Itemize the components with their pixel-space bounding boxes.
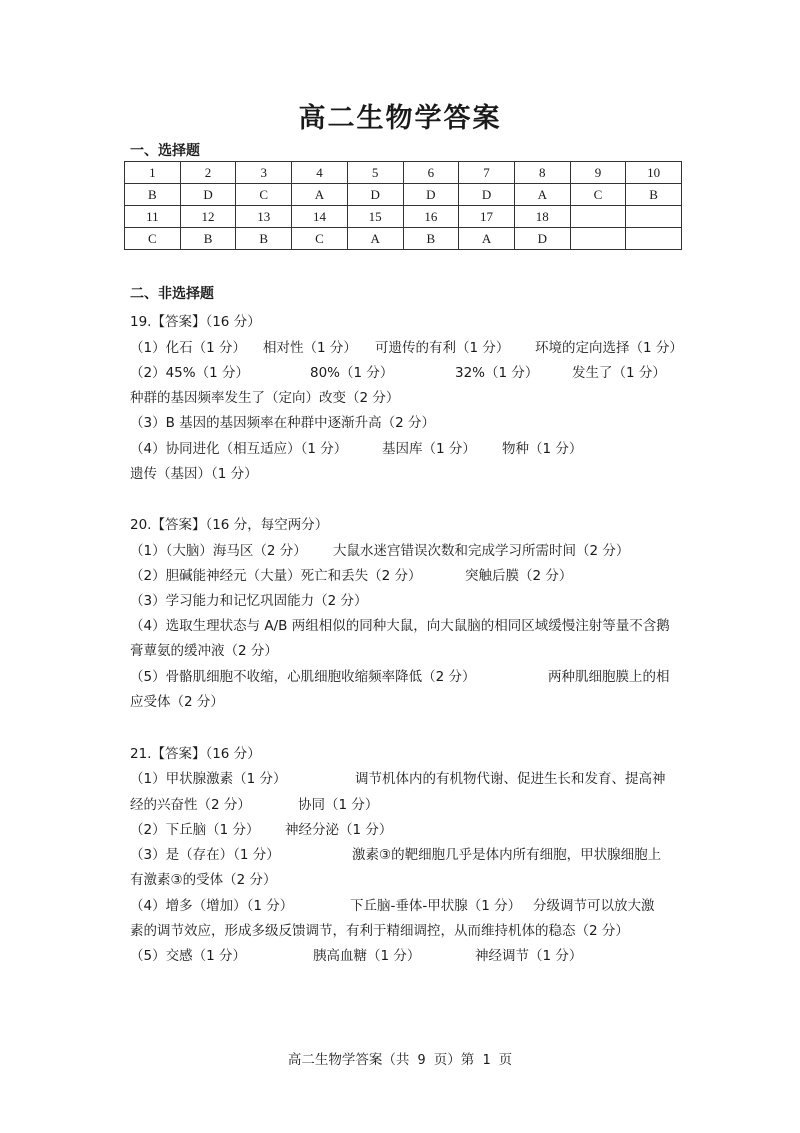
q19-answer: （4）协同进化（相互适应）（1 分）	[130, 441, 348, 457]
answer-cell: C	[125, 228, 181, 250]
q21-answer: 调节机体内的有机物代谢、促进生长和发育、提高神	[355, 771, 666, 787]
question-number-cell: 10	[626, 162, 682, 184]
q20-answer: （2）胆碱能神经元（大量）死亡和丢失（2 分）	[130, 568, 422, 584]
q21-answer: （1）甲状腺激素（1 分）	[130, 771, 287, 787]
q21-answer: 神经调节（1 分）	[475, 948, 583, 964]
answer-cell: D	[180, 184, 236, 206]
table-row	[125, 184, 682, 206]
question-number-cell: 3	[236, 162, 292, 184]
q19-answer: 物种（1 分）	[502, 441, 583, 457]
question-number-cell: 2	[180, 162, 236, 184]
q21-answer: （4）增多（增加）（1 分）	[130, 898, 294, 914]
q21-answer: （3）是（存在）（1 分）	[130, 847, 280, 863]
q19-answer: 环境的定向选择（1 分）	[535, 340, 683, 356]
q19-answer: 发生了（1 分）	[572, 365, 666, 381]
q21-answer: 分级调节可以放大激	[533, 898, 655, 914]
question-number-cell: 7	[459, 162, 515, 184]
question-number-cell: 9	[570, 162, 626, 184]
q21-answer: 经的兴奋性（2 分）	[130, 797, 251, 813]
question-19-heading: 19.【答案】（16 分）	[130, 314, 261, 330]
question-number-cell: 17	[459, 206, 515, 228]
q21-answer: 下丘脑-垂体-甲状腺（1 分）	[350, 898, 522, 914]
q20-line-5: 膏蕈氨的缓冲液（2 分）	[130, 643, 278, 659]
question-number-cell: 18	[514, 206, 570, 228]
q21-line-7: 素的调节效应，形成多级反馈调节，有利于精细调控，从而维持机体的稳态（2 分）	[130, 923, 629, 939]
answer-cell: B	[125, 184, 181, 206]
question-20-heading: 20.【答案】（16 分，每空两分）	[130, 517, 329, 533]
question-number-cell	[570, 206, 626, 228]
q21-line-5: 有激素③的受体（2 分）	[130, 872, 277, 888]
question-number-cell: 6	[403, 162, 459, 184]
answer-cell: A	[459, 228, 515, 250]
table-row	[125, 228, 682, 250]
q21-answer: （5）交感（1 分）	[130, 948, 246, 964]
q19-answer: （2）45%（1 分）	[130, 365, 249, 381]
answer-cell: D	[514, 228, 570, 250]
question-number-cell: 4	[292, 162, 348, 184]
q19-line-4: （3）B 基因的基因频率在种群中逐渐升高（2 分）	[130, 415, 436, 431]
choice-answer-table	[124, 161, 682, 250]
question-number-cell	[626, 206, 682, 228]
q20-answer: （5）骨骼肌细胞不收缩，心肌细胞收缩频率降低（2 分）	[130, 669, 476, 685]
section-heading-nonchoice: 二、非选择题	[130, 286, 214, 302]
question-21-heading: 21.【答案】（16 分）	[130, 746, 261, 762]
answer-cell: A	[514, 184, 570, 206]
q19-answer: 32%（1 分）	[455, 365, 539, 381]
answer-cell: C	[292, 228, 348, 250]
q20-answer: （1）（大脑）海马区（2 分）	[130, 543, 307, 559]
answer-cell: B	[626, 184, 682, 206]
answer-cell: B	[180, 228, 236, 250]
q21-answer: 协同（1 分）	[298, 797, 379, 813]
q20-line-7: 应受体（2 分）	[130, 694, 224, 710]
answer-cell: B	[236, 228, 292, 250]
q21-answer: 激素③的靶细胞几乎是体内所有细胞，甲状腺细胞上	[352, 847, 662, 863]
answer-cell: D	[403, 184, 459, 206]
answer-cell: D	[459, 184, 515, 206]
question-number-cell: 15	[347, 206, 403, 228]
q19-line-3: 种群的基因频率发生了（定向）改变（2 分）	[130, 390, 400, 406]
answer-cell	[626, 228, 682, 250]
question-number-cell: 14	[292, 206, 348, 228]
question-number-cell: 12	[180, 206, 236, 228]
q19-answer: 可遗传的有利（1 分）	[375, 340, 510, 356]
page-footer: 高二生物学答案（共 9 页）第 1 页	[287, 1052, 513, 1068]
q19-answer: （1）化石（1 分）	[130, 340, 246, 356]
q19-answer: 相对性（1 分）	[263, 340, 357, 356]
question-number-cell: 16	[403, 206, 459, 228]
q20-line-4: （4）选取生理状态与 A/B 两组相似的同种大鼠，向大鼠脑的相同区域缓慢注射等量不含鹅	[130, 618, 670, 634]
answer-cell: C	[570, 184, 626, 206]
q19-answer: 基因库（1 分）	[382, 441, 476, 457]
answer-cell	[570, 228, 626, 250]
q20-answer: 两种肌细胞膜上的相	[548, 669, 670, 685]
question-number-cell: 13	[236, 206, 292, 228]
table-row	[125, 162, 682, 184]
q20-line-3: （3）学习能力和记忆巩固能力（2 分）	[130, 593, 368, 609]
q19-answer: 80%（1 分）	[310, 365, 394, 381]
q21-answer: （2）下丘脑（1 分）	[130, 822, 260, 838]
answer-cell: C	[236, 184, 292, 206]
q20-answer: 大鼠水迷宫错误次数和完成学习所需时间（2 分）	[333, 543, 630, 559]
question-number-cell: 8	[514, 162, 570, 184]
q21-answer: 胰高血糖（1 分）	[313, 948, 421, 964]
answer-cell: B	[403, 228, 459, 250]
answer-cell: A	[347, 228, 403, 250]
section-heading-choice: 一、选择题	[130, 143, 200, 159]
answer-cell: A	[292, 184, 348, 206]
q20-answer: 突触后膜（2 分）	[465, 568, 573, 584]
page-title: 高二生物学答案	[298, 103, 502, 134]
q19-line-6: 遗传（基因）（1 分）	[130, 466, 258, 482]
question-number-cell: 1	[125, 162, 181, 184]
question-number-cell: 5	[347, 162, 403, 184]
q21-answer: 神经分泌（1 分）	[285, 822, 393, 838]
table-row	[125, 206, 682, 228]
question-number-cell: 11	[125, 206, 181, 228]
answer-cell: D	[347, 184, 403, 206]
